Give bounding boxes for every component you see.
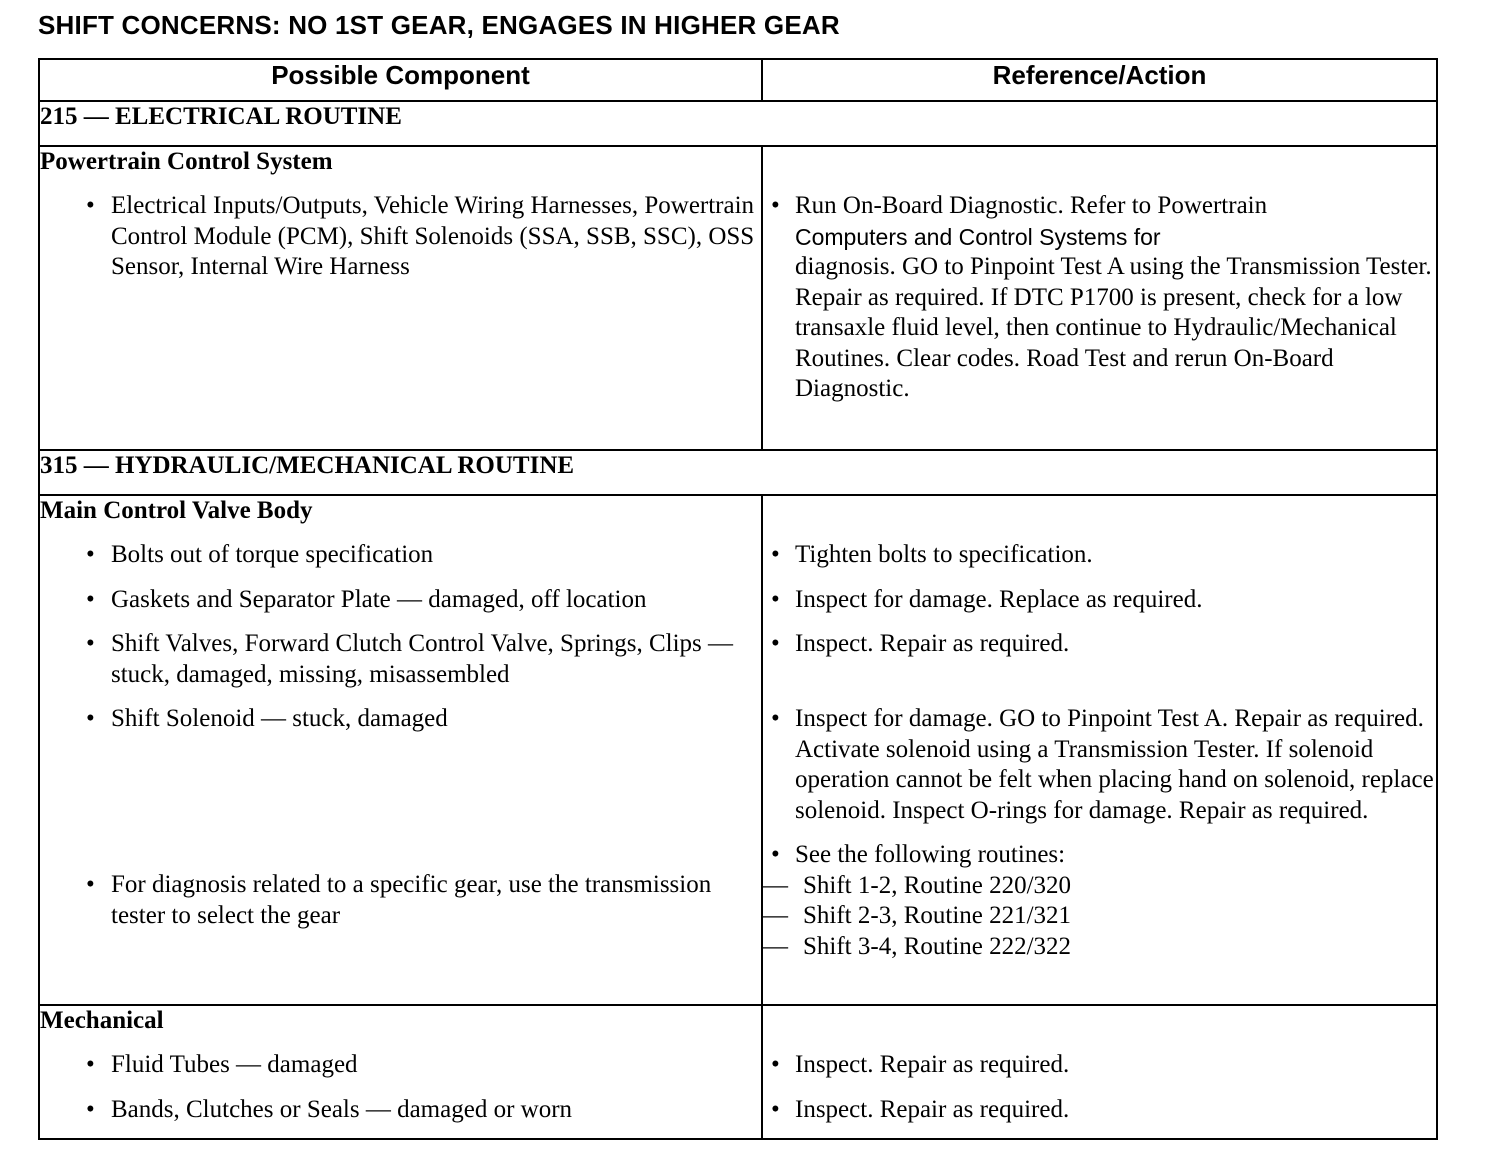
action-text: Inspect. Repair as required. — [795, 1051, 1070, 1078]
action-text: Tighten bolts to specification. — [795, 541, 1093, 568]
action-text: Run On-Board Diagnostic. Refer to Powertrain — [795, 192, 1268, 219]
action-cell — [762, 1005, 1437, 1139]
list-item — [763, 1095, 1436, 1126]
routine-315-heading: 315 — HYDRAULIC/MECHANICAL ROUTINE — [39, 450, 1437, 495]
routine-reference: — Shift 3-4, Routine 222/322 — [763, 932, 1436, 963]
component-text: Bands, Clutches or Seals — damaged or worn — [111, 1095, 573, 1123]
list-item — [40, 191, 761, 283]
dash-icon: — — [763, 932, 788, 960]
action-text: See the following routines: — [795, 841, 1066, 868]
component-text: For diagnosis related to a specific gear, use the transmission tester to select the gear — [111, 871, 712, 929]
list-item — [40, 870, 761, 931]
action-cell — [762, 146, 1437, 450]
list-item — [763, 704, 1436, 826]
bullet-icon: • — [771, 705, 780, 732]
group-title-valve-body: Main Control Valve Body — [40, 497, 313, 524]
action-text: diagnosis. GO to Pinpoint Test A using the Transmission Tester. Repair as required. If DTC P1700 is present, check for a low transaxle fluid level, then continue to Hydraulic/Mechanical Routines. Clear codes. Road Test and rerun On-Board Diagnostic. — [795, 253, 1432, 402]
group-title-powertrain: Powertrain Control System — [40, 148, 333, 175]
routine-215-heading: 215 — ELECTRICAL ROUTINE — [39, 101, 1437, 146]
bullet-icon: • — [771, 1095, 780, 1123]
routine-reference: — Shift 2-3, Routine 221/321 — [763, 901, 1436, 932]
bullet-icon: • — [771, 585, 780, 613]
bullet-icon: • — [86, 192, 95, 219]
group-title-mechanical: Mechanical — [40, 1007, 164, 1034]
header-row — [39, 59, 1437, 101]
bullet-icon: • — [86, 585, 95, 613]
routine-reference: — Shift 1-2, Routine 220/320 — [763, 871, 1436, 902]
bullet-icon: • — [771, 630, 780, 657]
diagnosis-table — [38, 58, 1438, 1140]
list-item — [763, 540, 1436, 571]
page-title: SHIFT CONCERNS: NO 1ST GEAR, ENGAGES IN HIGHER GEAR — [38, 10, 840, 40]
bullet-icon: • — [86, 871, 95, 898]
list-item — [40, 540, 761, 571]
component-text: Bolts out of torque specification — [111, 541, 434, 568]
action-text: Inspect for damage. Replace as required. — [795, 585, 1203, 613]
dash-icon: — — [763, 902, 788, 929]
list-item — [40, 1095, 761, 1126]
table-row — [39, 146, 1437, 450]
bullet-icon: • — [771, 541, 780, 568]
table-row — [39, 1005, 1437, 1139]
header-possible-component: Possible Component — [39, 59, 762, 101]
list-item — [763, 585, 1436, 616]
list-item — [40, 585, 761, 616]
component-text: Fluid Tubes — damaged — [111, 1051, 358, 1078]
bullet-icon: • — [771, 841, 780, 868]
list-item — [40, 704, 761, 856]
action-text: Inspect. Repair as required. — [795, 630, 1070, 657]
component-text: Electrical Inputs/Outputs, Vehicle Wiring Harnesses, Powertrain Control Module (PCM), Shift Solenoids (SSA, SSB, SSC), OSS Sensor, Internal Wire Harness — [111, 192, 755, 280]
list-item — [763, 191, 1436, 405]
action-text: Inspect. Repair as required. — [795, 1095, 1070, 1123]
bullet-icon: • — [86, 1051, 95, 1078]
component-cell — [39, 495, 762, 1005]
action-text-reference: Computers and Control Systems for — [795, 223, 1161, 250]
bullet-icon: • — [86, 541, 95, 568]
header-reference-action: Reference/Action — [762, 59, 1437, 101]
component-text: Shift Solenoid — stuck, damaged — [111, 705, 448, 732]
list-item — [763, 629, 1436, 690]
bullet-icon: • — [771, 192, 780, 219]
routine-row — [39, 101, 1437, 146]
list-item — [763, 840, 1436, 962]
component-text: Shift Valves, Forward Clutch Control Valve, Springs, Clips — stuck, damaged, missing, misassembled — [111, 630, 733, 688]
list-item — [40, 629, 761, 690]
component-cell — [39, 1005, 762, 1139]
dash-icon: — — [763, 871, 788, 899]
routine-row — [39, 450, 1437, 495]
list-item — [40, 1050, 761, 1081]
component-text: Gaskets and Separator Plate — damaged, off location — [111, 585, 647, 613]
action-text: Inspect for damage. GO to Pinpoint Test A. Repair as required. Activate solenoid using a Transmission Tester. If solenoid operation cannot be felt when placing hand on solenoid, replace solenoid. Inspect O-rings for damage. Repair as required. — [795, 705, 1434, 824]
list-item — [763, 1050, 1436, 1081]
bullet-icon: • — [86, 1095, 95, 1123]
component-cell — [39, 146, 762, 450]
table-row — [39, 495, 1437, 1005]
bullet-icon: • — [771, 1051, 780, 1078]
bullet-icon: • — [86, 705, 95, 732]
bullet-icon: • — [86, 630, 95, 657]
action-cell — [762, 495, 1437, 1005]
